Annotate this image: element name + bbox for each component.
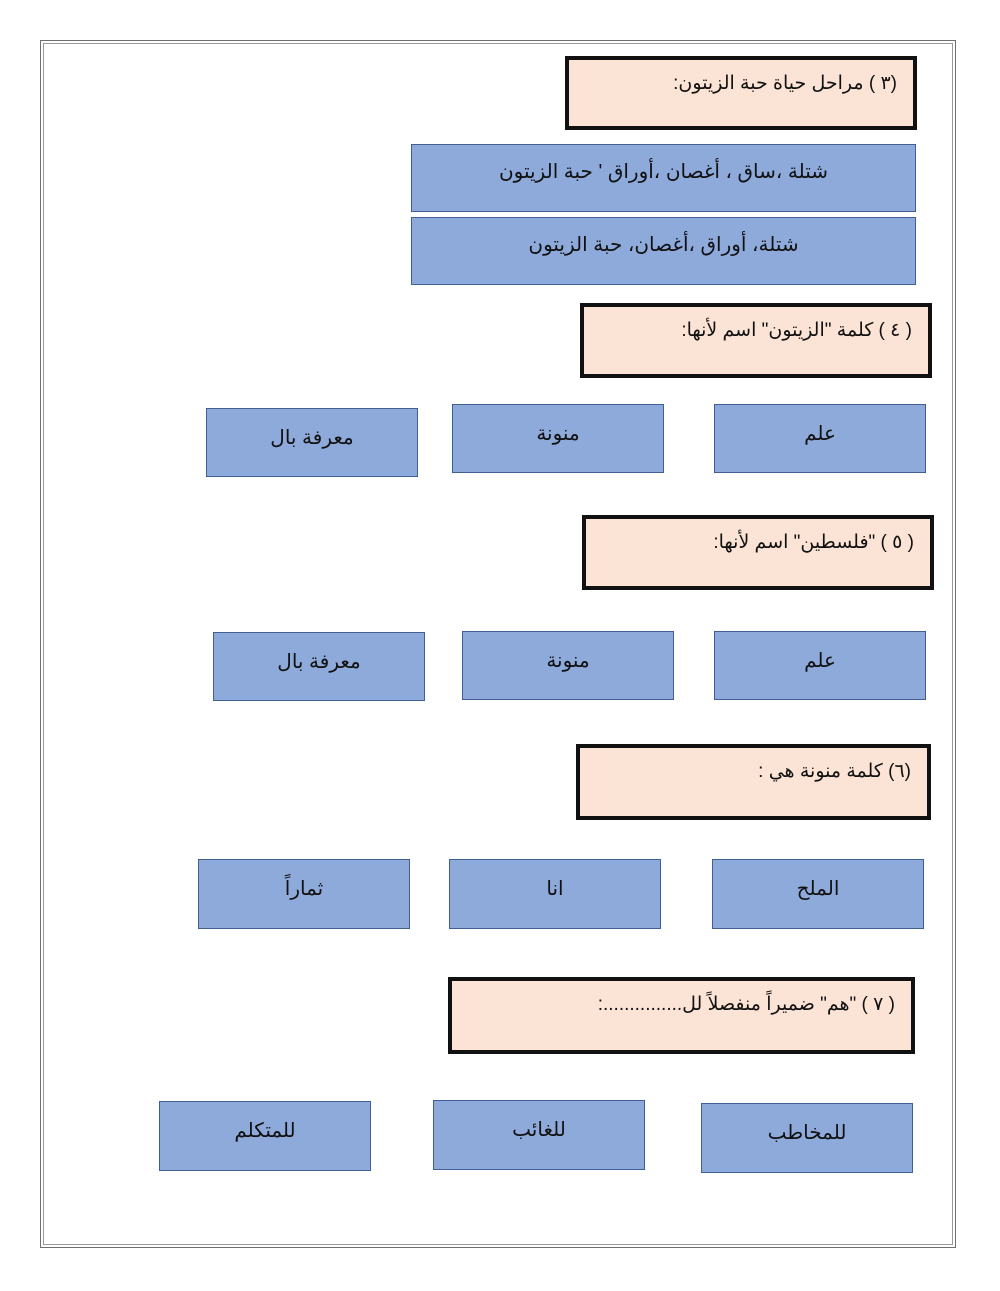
question-5-option-2[interactable]: منونة bbox=[462, 631, 674, 700]
question-5-option-3[interactable]: معرفة بال bbox=[213, 632, 425, 701]
question-4-prompt: ( ٤ ) كلمة "الزيتون" اسم لأنها: bbox=[580, 303, 932, 378]
question-5-option-1[interactable]: علم bbox=[714, 631, 926, 700]
question-6-option-2[interactable]: انا bbox=[449, 859, 661, 929]
question-6-option-1[interactable]: الملح bbox=[712, 859, 924, 929]
question-4-option-2[interactable]: منونة bbox=[452, 404, 664, 473]
question-4-option-3[interactable]: معرفة بال bbox=[206, 408, 418, 477]
question-7-option-3[interactable]: للمتكلم bbox=[159, 1101, 371, 1171]
question-7-prompt: ( ٧ ) "هم" ضميراً منفصلاً لل...............: bbox=[448, 977, 915, 1054]
question-7-option-2[interactable]: للغائب bbox=[433, 1100, 645, 1170]
question-3-prompt: (٣ ) مراحل حياة حبة الزيتون: bbox=[565, 56, 917, 130]
question-5-prompt: ( ٥ ) "فلسطين" اسم لأنها: bbox=[582, 515, 934, 590]
question-6-prompt: (٦) كلمة منونة هي : bbox=[576, 744, 931, 820]
question-4-option-1[interactable]: علم bbox=[714, 404, 926, 473]
question-7-option-1[interactable]: للمخاطب bbox=[701, 1103, 913, 1173]
question-6-option-3[interactable]: ثماراً bbox=[198, 859, 410, 929]
question-3-option-1[interactable]: شتلة ،ساق ، أغصان ،أوراق ' حبة الزيتون bbox=[411, 144, 916, 212]
question-3-option-2[interactable]: شتلة، أوراق ،أغصان، حبة الزيتون bbox=[411, 217, 916, 285]
